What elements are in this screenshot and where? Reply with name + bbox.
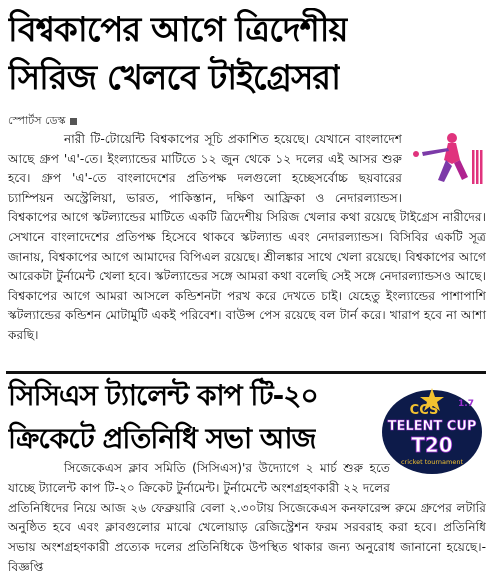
- player-left-leg-icon: [438, 160, 452, 182]
- logo-year-text: 1.7: [458, 399, 474, 409]
- article1-byline: [8, 112, 77, 131]
- article2-headline-line1: সিসিএস ট্যালেন্ট কাপ টি-২০: [8, 379, 318, 412]
- player-head-icon: [447, 133, 457, 143]
- article2-body: [8, 459, 486, 578]
- logo-tagline-text: cricket tournament: [400, 458, 464, 466]
- cricket-player-illustration: [408, 130, 486, 190]
- cricket-bat-icon: [422, 148, 449, 156]
- article1-headline-line2: সিরিজ খেলবে টাইগ্রেসরা: [8, 58, 340, 98]
- article1-body-text: নারী টি-টোয়েন্টি বিশ্বকাপের সূচি প্রকাশিত হয়েছে। যেখানে বাংলাদেশ আছে গ্রুপ 'এ'-তে। ইংল্যান্ডের মাটিতে ১২ জুন থেকে ১২ দলের এই আসর শুরু হবে। গ্রুপ 'এ'-তে বাংলাদেশের প্রতিপক্ষ দলগুলো হচ্ছেসর্বোচ্চ ছয়বারের চ্যাম্পিয়ন অস্ট্রেলিয়া, ভারত, পাকিস্তান, দক্ষিণ আফ্রিকা ও নেদারল্যান্ডস। বিশ্বকাপের আগে স্কটল্যান্ডের মাটিতে একটি ত্রিদেশীয় সিরিজ খেলার কথা রয়েছে টাইগ্রেস নারীদের। সেখানে বাংলাদেশের প্রতিপক্ষ হিসেবে থাকবে স্কটল্যান্ড এবং নেদারল্যান্ডস। বিসিবির একটি সূত্র জানায়, বিশ্বকাপের আগে আমাদের বিপিএল রয়েছে। শ্রীলঙ্কার সাথে খেলা রয়েছে। বিশ্বকাপের আগে আরেকটা টুর্নামেন্ট খেলা হবে। স্কটল্যান্ডের সঙ্গে আমরা কথা বলেছি সেই সঙ্গে নেদারল্যান্ডসও আছে। বিশ্বকাপের আগে আমরা আসলে কন্ডিশনটা পরখ করে দেখতে চাই। যেহেতু ইংল্যান্ডের পাশাপাশি স্কটল্যান্ডের কন্ডিশন মোটামুটি একই পরিবেশ। বাউন্স পেস রয়েছে বল টার্ন করে। খারাপ হবে না আশা করছি।: [8, 132, 486, 342]
- byline-square-icon: [70, 118, 77, 125]
- cricket-ball-icon: [413, 151, 419, 157]
- byline-text: স্পোর্টস ডেস্ক: [8, 114, 66, 127]
- stump-icon: [480, 150, 483, 184]
- stump-icon: [476, 150, 479, 184]
- logo-ccs-text: CCS: [409, 403, 439, 418]
- stump-icon: [472, 150, 475, 184]
- article2-headline-line2: ক্রিকেটে প্রতিনিধি সভা আজ: [8, 422, 316, 455]
- article1-body: [8, 130, 486, 346]
- article2-body-text: সিজেকেএস ক্লাব সমিতি (সিসিএস)'র উদ্যোগে ২ মার্চ শুরু হতে যাচ্ছে ট্যালেন্ট কাপ টি-২০ ক্রিকেট টুর্নামেন্ট। টুর্নামেন্টে অংশগ্রহণকারী ২২ দলের প্রতিনিধিদের নিয়ে আজ ২৬ ফেব্রুয়ারি বেলা ২.৩০টায় সিজেকেএস কনফারেন্স রুমে গ্রুপের লটারি অনুষ্ঠিত হবে এবং ক্লাবগুলোর মাঝে খেলোয়াড় রেজিস্ট্রেশন ফরম সরবরাহ করা হবে। প্রতিনিধি সভায় অংশগ্রহণকারী প্রত্যেক দলের প্রতিনিধিকে উপস্থিত থাকার জন্য অনুরোধ জানানো হয়েছে।-বিজ্ঞপ্তি: [8, 461, 486, 574]
- section-divider: [6, 371, 486, 374]
- article1-headline-line1: বিশ্বকাপের আগে ত্রিদেশীয়: [8, 10, 348, 50]
- logo-t20-text: T20: [411, 433, 453, 457]
- logo-telent-cup-text: TELENT CUP: [387, 419, 477, 434]
- player-right-leg-icon: [454, 160, 468, 180]
